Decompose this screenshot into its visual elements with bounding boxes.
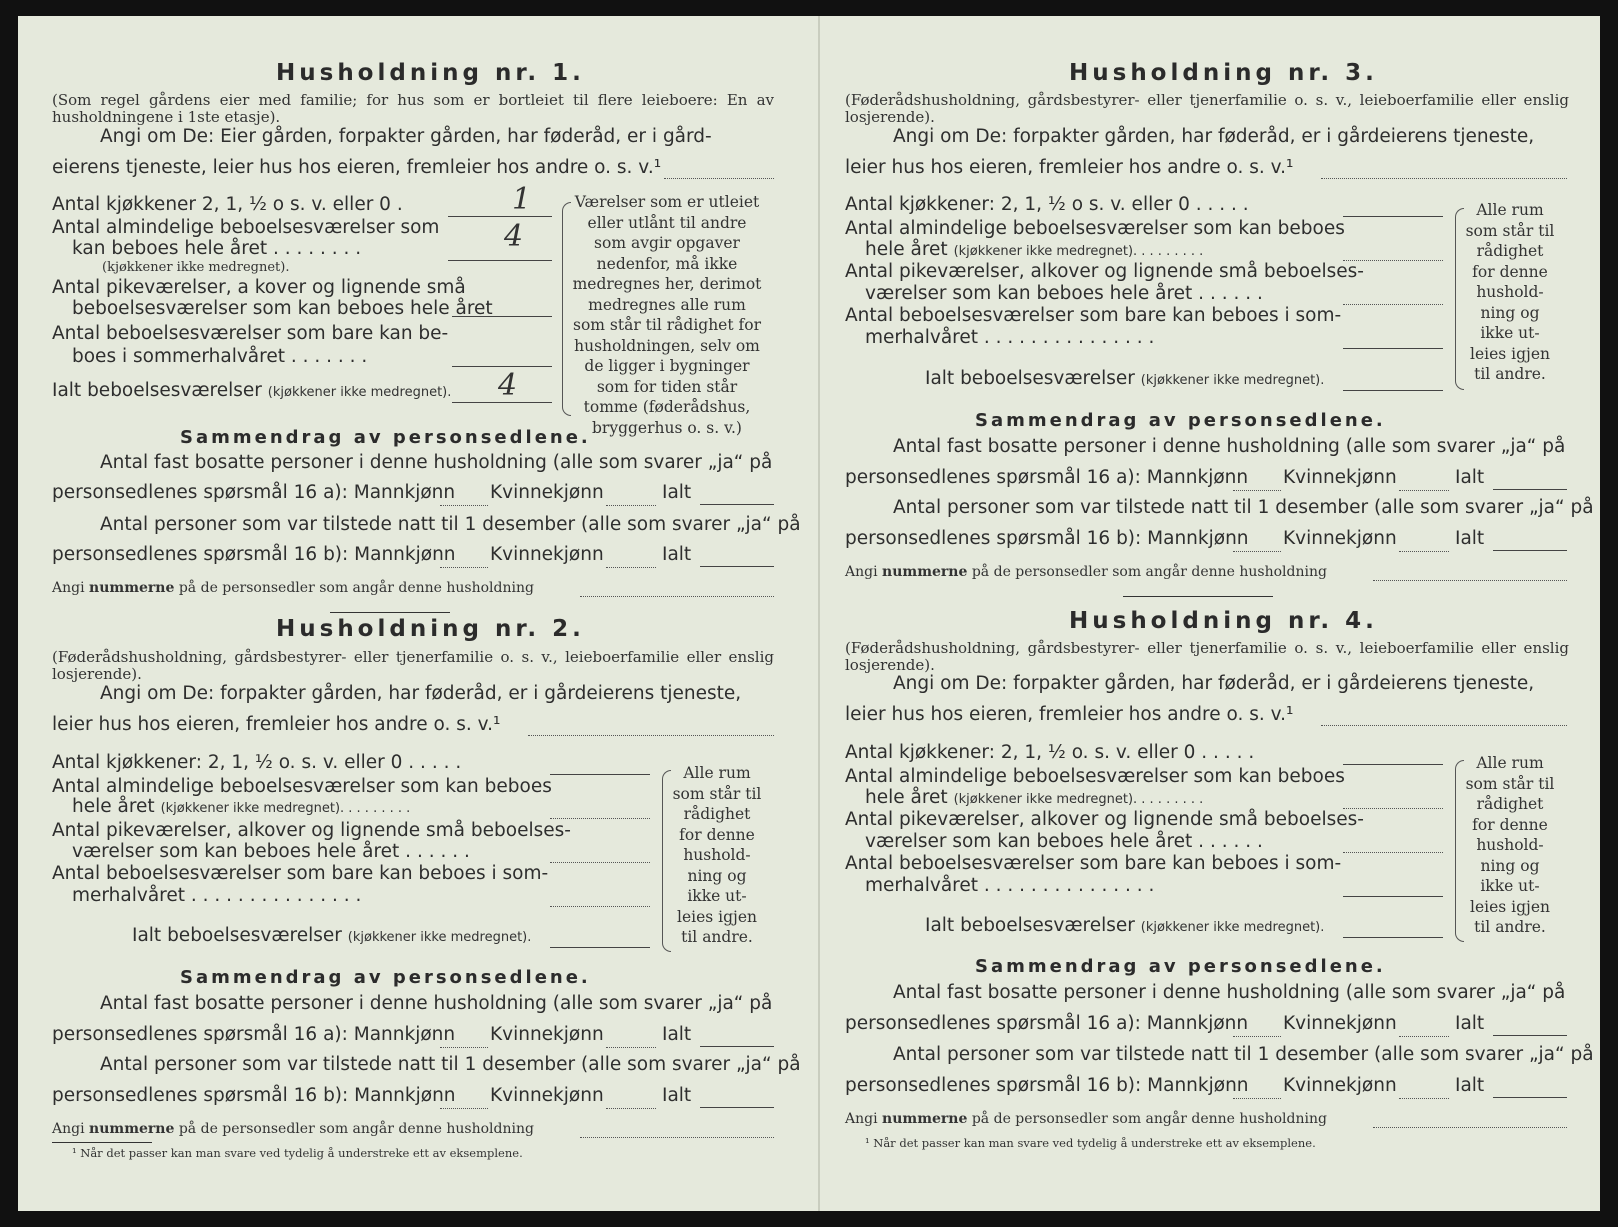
h2-s1-kvinne-label: Kvinnekjønn xyxy=(490,1024,604,1045)
h3-side-brace xyxy=(1455,208,1464,390)
h4-total-field[interactable] xyxy=(1343,937,1443,938)
h3-rooms-label-b: hele året (kjøkkener ikke medregnet). . . . . . . . . xyxy=(865,239,1204,260)
h4-s2-ialt-label: Ialt xyxy=(1455,1075,1485,1096)
h2-s2-mann-field[interactable] xyxy=(440,1108,488,1109)
h1-s1-line2: personsedlenes spørsmål 16 a): Mannkjønn xyxy=(52,482,456,503)
h1-s2-ialt-label: Ialt xyxy=(662,544,692,565)
household-3-angi-line2: leier hus hos eieren, fremleier hos andre o. s. v.¹ xyxy=(845,157,1294,178)
footnote-rule xyxy=(52,1142,152,1143)
h4-s2-line1: Antal personer som var tilstede natt til 1 desember (alle som svarer „ja“ på xyxy=(893,1044,1594,1065)
household-4-angi-line2: leier hus hos eieren, fremleier hos andre o. s. v.¹ xyxy=(845,704,1294,725)
h1-angi-nummerne: Angi nummerne på de personsedler som angår denne husholdning xyxy=(52,580,534,596)
h1-s2-mann-field[interactable] xyxy=(440,567,488,568)
h3-s1-kvinne-label: Kvinnekjønn xyxy=(1283,467,1397,488)
household-2-subtitle: (Føderådshusholdning, gårdsbestyrer- eller tjenerfamilie o. s. v., leieboerfamilie eller enslig losjerende). xyxy=(52,648,774,683)
h3-s1-line2: personsedlenes spørsmål 16 a): Mannkjønn xyxy=(845,467,1249,488)
h1-s1-mann-field[interactable] xyxy=(440,505,488,506)
h4-s1-ialt-field[interactable] xyxy=(1493,1035,1567,1036)
page-fold xyxy=(818,16,820,1211)
h1-s2-kvinne-label: Kvinnekjønn xyxy=(490,544,604,565)
h3-s1-kvinne-field[interactable] xyxy=(1399,490,1449,491)
h3-s2-line2: personsedlenes spørsmål 16 b): Mannkjønn xyxy=(845,528,1249,549)
household-1-subtitle: (Som regel gårdens eier med familie; for hus som er bortleiet til flere leieboere: En av husholdningene i 1ste etasje). xyxy=(52,91,774,126)
h3-small-rooms-label-b: værelser som kan beboes hele året . . . . . . xyxy=(865,283,1263,304)
h4-rooms-label-b: hele året (kjøkkener ikke medregnet). . . . . . . . . xyxy=(865,787,1204,808)
h4-small-rooms-field[interactable] xyxy=(1343,852,1443,853)
h1-kitchens-label: Antal kjøkkener 2, 1, ½ o s. v. eller 0 . xyxy=(52,194,403,215)
h2-s1-ialt-label: Ialt xyxy=(662,1024,692,1045)
h2-small-rooms-field[interactable] xyxy=(550,862,650,863)
h4-s1-kvinne-label: Kvinnekjønn xyxy=(1283,1013,1397,1034)
h2-small-rooms-label-b: værelser som kan beboes hele året . . . . . . xyxy=(72,841,470,862)
household-1-angi-line1: Angi om De: Eier gården, forpakter gården, har føderåd, er i gård- xyxy=(100,126,712,147)
h2-summer-rooms-label-b: merhalvåret . . . . . . . . . . . . . . . xyxy=(72,885,362,906)
h2-s2-kvinne-label: Kvinnekjønn xyxy=(490,1085,604,1106)
h1-summer-rooms-label-a: Antal beboelsesværelser som bare kan be- xyxy=(52,323,449,344)
h4-s1-ialt-label: Ialt xyxy=(1455,1013,1485,1034)
h4-nummerne-field[interactable] xyxy=(1373,1127,1567,1128)
household-2-angi-line2: leier hus hos eieren, fremleier hos andre o. s. v.¹ xyxy=(52,714,501,735)
h3-s1-mann-field[interactable] xyxy=(1233,490,1281,491)
h4-s1-mann-field[interactable] xyxy=(1233,1036,1281,1037)
h1-total-label: Ialt beboelsesværelser (kjøkkener ikke medregnet). xyxy=(52,380,452,401)
h3-s2-mann-field[interactable] xyxy=(1233,551,1281,552)
h3-total-field[interactable] xyxy=(1343,390,1443,391)
h4-kitchens-label: Antal kjøkkener: 2, 1, ½ o. s. v. eller 0 . . . . . xyxy=(845,742,1255,763)
h3-s1-ialt-field[interactable] xyxy=(1493,489,1567,490)
h2-s2-kvinne-field[interactable] xyxy=(606,1108,656,1109)
household-4-angi-line1: Angi om De: forpakter gården, har føderåd, er i gårdeierens tjeneste, xyxy=(893,673,1535,694)
h1-summer-rooms-field[interactable] xyxy=(452,366,552,367)
household-3-angi-line1: Angi om De: forpakter gården, har føderåd, er i gårdeierens tjeneste, xyxy=(893,126,1535,147)
h1-total-value[interactable]: 4 xyxy=(498,368,518,403)
h4-kitchens-field[interactable] xyxy=(1343,764,1443,765)
household-2-angi-line1: Angi om De: forpakter gården, har føderåd, er i gårdeierens tjeneste, xyxy=(100,683,742,704)
h2-small-rooms-label-a: Antal pikeværelser, alkover og lignende små beboelses- xyxy=(52,820,571,841)
h2-total-label: Ialt beboelsesværelser (kjøkkener ikke medregnet). xyxy=(132,925,532,946)
h3-kitchens-field[interactable] xyxy=(1343,216,1443,217)
household-1-title: Husholdning nr. 1. xyxy=(276,60,585,86)
h2-side-brace xyxy=(662,770,671,952)
h3-total-label: Ialt beboelsesværelser (kjøkkener ikke medregnet). xyxy=(925,368,1325,389)
h1-s2-kvinne-field[interactable] xyxy=(606,567,656,568)
h1-rooms-label-a: Antal almindelige beboelsesværelser som xyxy=(52,217,440,238)
h3-angi-nummerne: Angi nummerne på de personsedler som angår denne husholdning xyxy=(845,564,1327,580)
h2-rooms-field[interactable] xyxy=(550,818,650,819)
h2-summary-title: Sammendrag av personsedlene. xyxy=(180,967,591,988)
h4-s2-kvinne-label: Kvinnekjønn xyxy=(1283,1075,1397,1096)
household-4-angi-field[interactable] xyxy=(1321,725,1567,726)
h2-rooms-label-b: hele året (kjøkkener ikke medregnet). . . . . . . . . xyxy=(72,796,411,817)
h1-kitchens-value[interactable]: 1 xyxy=(512,182,532,217)
h3-s2-kvinne-label: Kvinnekjønn xyxy=(1283,528,1397,549)
h2-s2-ialt-field[interactable] xyxy=(700,1107,774,1108)
h1-rooms-label-b: kan beboes hele året . . . . . . . . xyxy=(72,238,362,259)
h2-s1-line2: personsedlenes spørsmål 16 a): Mannkjønn xyxy=(52,1024,456,1045)
household-2-angi-field[interactable] xyxy=(528,735,774,736)
h2-total-field[interactable] xyxy=(550,947,650,948)
h4-s1-kvinne-field[interactable] xyxy=(1399,1036,1449,1037)
h2-angi-nummerne: Angi nummerne på de personsedler som angår denne husholdning xyxy=(52,1121,534,1137)
household-1-angi-field[interactable] xyxy=(664,178,774,179)
h2-s1-line1: Antal fast bosatte personer i denne husholdning (alle som svarer „ja“ på xyxy=(100,993,773,1014)
h1-rooms-field[interactable] xyxy=(448,260,552,261)
h3-small-rooms-label-a: Antal pikeværelser, alkover og lignende små beboelses- xyxy=(845,261,1364,282)
h2-s1-ialt-field[interactable] xyxy=(700,1046,774,1047)
h1-rooms-label-c: (kjøkkener ikke medregnet). xyxy=(102,260,290,275)
h1-rooms-value[interactable]: 4 xyxy=(504,219,524,254)
h4-s2-ialt-field[interactable] xyxy=(1493,1097,1567,1098)
h3-summer-rooms-label-b: merhalvåret . . . . . . . . . . . . . . . xyxy=(865,327,1155,348)
left-footnote: ¹ Når det passer kan man svare ved tydelig å understreke ett av eksemplene. xyxy=(72,1146,523,1160)
h3-s2-ialt-field[interactable] xyxy=(1493,550,1567,551)
household-3-angi-field[interactable] xyxy=(1321,178,1567,179)
h1-nummerne-field[interactable] xyxy=(580,596,774,597)
h1-total-field[interactable] xyxy=(452,402,552,403)
h4-summer-rooms-label-b: merhalvåret . . . . . . . . . . . . . . . xyxy=(865,875,1155,896)
h4-small-rooms-label-a: Antal pikeværelser, alkover og lignende små beboelses- xyxy=(845,809,1364,830)
h3-s1-line1: Antal fast bosatte personer i denne husholdning (alle som svarer „ja“ på xyxy=(893,436,1566,457)
h1-side-note: Værelser som er utleiet eller utlånt til andre som avgir opgaver nedenfor, må ikke medregnes her, derimot medregnes alle rum som står til rådighet for husholdningen, selv om de ligger i bygninger som for tiden står tomme (føderådshus, bryggerhus o. s. v.) xyxy=(572,193,762,437)
h1-summary-title: Sammendrag av personsedlene. xyxy=(180,427,591,448)
h1-s1-ialt-field[interactable] xyxy=(700,504,774,505)
h2-s2-line1: Antal personer som var tilstede natt til 1 desember (alle som svarer „ja“ på xyxy=(100,1054,801,1075)
h2-s1-mann-field[interactable] xyxy=(440,1047,488,1048)
h3-summer-rooms-label-a: Antal beboelsesværelser som bare kan beboes i som- xyxy=(845,305,1342,326)
h2-s1-kvinne-field[interactable] xyxy=(606,1047,656,1048)
h3-small-rooms-field[interactable] xyxy=(1343,304,1443,305)
left-page xyxy=(50,16,801,1196)
h1-kitchens-field[interactable] xyxy=(448,216,552,217)
household-3-title: Husholdning nr. 3. xyxy=(1069,60,1378,86)
household-4-subtitle: (Føderådshusholdning, gårdsbestyrer- eller tjenerfamilie o. s. v., leieboerfamilie eller enslig losjerende). xyxy=(845,639,1569,674)
h1-divider xyxy=(330,612,450,613)
h3-s2-ialt-label: Ialt xyxy=(1455,528,1485,549)
h3-side-note: Alle rum som står til rådighet for denne hushold-ning og ikke ut-leies igjen til andre. xyxy=(1465,201,1555,383)
h2-s2-ialt-label: Ialt xyxy=(662,1085,692,1106)
household-2-title: Husholdning nr. 2. xyxy=(276,616,585,642)
h2-summer-rooms-label-a: Antal beboelsesværelser som bare kan beboes i som- xyxy=(52,863,549,884)
h4-s2-line2: personsedlenes spørsmål 16 b): Mannkjønn xyxy=(845,1075,1249,1096)
h3-nummerne-field[interactable] xyxy=(1373,580,1567,581)
h1-s1-ialt-label: Ialt xyxy=(662,482,692,503)
h3-kitchens-label: Antal kjøkkener: 2, 1, ½ o s. v. eller 0 . . . . . xyxy=(845,194,1249,215)
h2-s2-line2: personsedlenes spørsmål 16 b): Mannkjønn xyxy=(52,1085,456,1106)
h1-small-rooms-field[interactable] xyxy=(452,316,552,317)
right-footnote: ¹ Når det passer kan man svare ved tydelig å understreke ett av eksemplene. xyxy=(865,1136,1316,1150)
h2-rooms-label-a: Antal almindelige beboelsesværelser som kan beboes xyxy=(52,776,552,797)
h4-s1-line1: Antal fast bosatte personer i denne husholdning (alle som svarer „ja“ på xyxy=(893,982,1566,1003)
h2-kitchens-label: Antal kjøkkener: 2, 1, ½ o. s. v. eller 0 . . . . . xyxy=(52,752,462,773)
h2-nummerne-field[interactable] xyxy=(580,1137,774,1138)
h1-s2-ialt-field[interactable] xyxy=(700,566,774,567)
h4-summer-rooms-field[interactable] xyxy=(1343,896,1443,897)
h2-side-note: Alle rum som står til rådighet for denne hushold-ning og ikke ut-leies igjen til andre. xyxy=(672,764,762,946)
household-4-title: Husholdning nr. 4. xyxy=(1069,608,1378,634)
h4-total-label: Ialt beboelsesværelser (kjøkkener ikke medregnet). xyxy=(925,915,1325,936)
household-3-subtitle: (Føderådshusholdning, gårdsbestyrer- eller tjenerfamilie o. s. v., leieboerfamilie eller enslig losjerende). xyxy=(845,91,1569,126)
h1-s1-kvinne-field[interactable] xyxy=(606,505,656,506)
h2-kitchens-field[interactable] xyxy=(550,774,650,775)
h3-summary-title: Sammendrag av personsedlene. xyxy=(975,410,1386,431)
h1-summer-rooms-label-b: boes i sommerhalvåret . . . . . . . xyxy=(72,346,368,367)
h3-divider xyxy=(1123,596,1273,597)
h4-side-note: Alle rum som står til rådighet for denne hushold-ning og ikke ut-leies igjen til andre. xyxy=(1465,754,1555,936)
h3-summer-rooms-field[interactable] xyxy=(1343,348,1443,349)
h2-summer-rooms-field[interactable] xyxy=(550,906,650,907)
h3-s1-ialt-label: Ialt xyxy=(1455,467,1485,488)
h3-s2-line1: Antal personer som var tilstede natt til 1 desember (alle som svarer „ja“ på xyxy=(893,497,1594,518)
h4-small-rooms-label-b: værelser som kan beboes hele året . . . . . . xyxy=(865,831,1263,852)
h1-s2-line2: personsedlenes spørsmål 16 b): Mannkjønn xyxy=(52,544,456,565)
household-1-angi-line2: eierens tjeneste, leier hus hos eieren, fremleier hos andre o. s. v.¹ xyxy=(52,157,662,178)
h1-s1-line1: Antal fast bosatte personer i denne husholdning (alle som svarer „ja“ på xyxy=(100,452,773,473)
h4-summer-rooms-label-a: Antal beboelsesværelser som bare kan beboes i som- xyxy=(845,853,1342,874)
h4-s2-mann-field[interactable] xyxy=(1233,1098,1281,1099)
h4-side-brace xyxy=(1455,760,1464,942)
h1-s2-line1: Antal personer som var tilstede natt til 1 desember (alle som svarer „ja“ på xyxy=(100,514,801,535)
h4-angi-nummerne: Angi nummerne på de personsedler som angår denne husholdning xyxy=(845,1111,1327,1127)
h3-rooms-label-a: Antal almindelige beboelsesværelser som kan beboes xyxy=(845,218,1345,239)
h4-s2-kvinne-field[interactable] xyxy=(1399,1098,1449,1099)
h3-s2-kvinne-field[interactable] xyxy=(1399,551,1449,552)
h1-s1-kvinne-label: Kvinnekjønn xyxy=(490,482,604,503)
h4-summary-title: Sammendrag av personsedlene. xyxy=(975,956,1386,977)
h1-side-brace xyxy=(562,202,571,416)
right-page xyxy=(843,16,1594,1196)
h4-s1-line2: personsedlenes spørsmål 16 a): Mannkjønn xyxy=(845,1013,1249,1034)
h1-small-rooms-label-b: beboelsesværelser som kan beboes hele året xyxy=(72,298,493,319)
h1-small-rooms-label-a: Antal pikeværelser, a kover og lignende små xyxy=(52,277,466,298)
h4-rooms-label-a: Antal almindelige beboelsesværelser som kan beboes xyxy=(845,766,1345,787)
